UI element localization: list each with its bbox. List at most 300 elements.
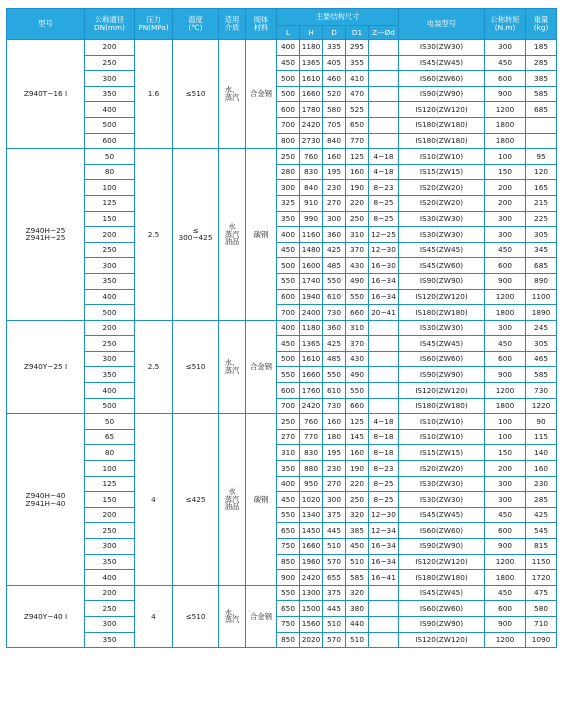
D-cell: 445 (323, 523, 346, 539)
L-cell: 450 (277, 492, 300, 508)
table-row (7, 461, 557, 477)
D-cell: 425 (323, 336, 346, 352)
L-cell: 450 (277, 242, 300, 258)
medium-cell: 水、 蒸汽 (219, 585, 246, 647)
col-weight-header (526, 9, 557, 40)
weight-cell: 345 (526, 242, 557, 258)
weight-cell: 225 (526, 211, 557, 227)
Z-cell (369, 55, 399, 71)
Z-cell: 8−25 (369, 195, 399, 211)
D1-cell: 585 (346, 570, 369, 586)
L-cell: 750 (277, 539, 300, 555)
Z-cell: 8−25 (369, 492, 399, 508)
col-temp-header (173, 9, 219, 40)
torque-cell: 200 (485, 180, 526, 196)
weight-cell: 165 (526, 180, 557, 196)
actuator-cell: IS120(ZW120) (399, 289, 485, 305)
D1-cell: 320 (346, 507, 369, 523)
D1-cell: 525 (346, 102, 369, 118)
L-cell: 750 (277, 616, 300, 632)
weight-cell: 1720 (526, 570, 557, 586)
table-row (7, 476, 557, 492)
table-row (7, 429, 557, 445)
weight-cell: 185 (526, 40, 557, 56)
Z-cell: 8−18 (369, 429, 399, 445)
Z-cell: 12−25 (369, 227, 399, 243)
L-cell: 270 (277, 429, 300, 445)
col-actuator-header: 电装型号 (399, 9, 485, 40)
H-cell: 840 (300, 180, 323, 196)
H-cell: 880 (300, 461, 323, 477)
weight-cell: 710 (526, 616, 557, 632)
D-cell: 550 (323, 273, 346, 289)
dn-cell: 300 (85, 616, 135, 632)
medium-cell: 水 蒸汽 油品 (219, 414, 246, 586)
dn-cell: 300 (85, 351, 135, 367)
D1-cell: 160 (346, 164, 369, 180)
table-row (7, 492, 557, 508)
D1-cell: 410 (346, 71, 369, 87)
torque-cell: 1800 (485, 305, 526, 321)
dn-cell: 65 (85, 429, 135, 445)
Z-cell (369, 320, 399, 336)
actuator-cell: IS30(ZW30) (399, 476, 485, 492)
torque-cell: 450 (485, 242, 526, 258)
D-cell: 360 (323, 320, 346, 336)
torque-cell: 200 (485, 461, 526, 477)
D1-cell: 160 (346, 445, 369, 461)
H-cell: 1940 (300, 289, 323, 305)
actuator-cell: IS120(ZW120) (399, 102, 485, 118)
weight-cell (526, 117, 557, 133)
L-cell: 550 (277, 507, 300, 523)
table-row (7, 289, 557, 305)
actuator-cell: IS120(ZW120) (399, 632, 485, 648)
torque-cell: 1800 (485, 133, 526, 149)
dn-cell: 350 (85, 273, 135, 289)
D1-cell: 550 (346, 289, 369, 305)
L-cell: 500 (277, 351, 300, 367)
D-cell: 485 (323, 258, 346, 274)
D-cell: 610 (323, 383, 346, 399)
dn-cell: 100 (85, 461, 135, 477)
weight-cell: 305 (526, 336, 557, 352)
actuator-cell: IS30(ZW30) (399, 211, 485, 227)
material-cell: 碳钢 (246, 414, 277, 586)
table-row (7, 164, 557, 180)
weight-cell: 1150 (526, 554, 557, 570)
actuator-cell: IS180(ZW180) (399, 570, 485, 586)
L-cell: 700 (277, 305, 300, 321)
D1-cell: 385 (346, 523, 369, 539)
H-cell: 830 (300, 164, 323, 180)
Z-cell (369, 367, 399, 383)
actuator-cell: IS15(ZW15) (399, 445, 485, 461)
torque-cell: 900 (485, 367, 526, 383)
table-row (7, 273, 557, 289)
H-cell: 1740 (300, 273, 323, 289)
weight-cell: 90 (526, 414, 557, 430)
Z-cell (369, 585, 399, 601)
medium-cell: 水、 蒸汽 (219, 40, 246, 149)
dn-cell: 350 (85, 632, 135, 648)
D-cell: 160 (323, 414, 346, 430)
temp-cell: ≤425 (173, 414, 219, 586)
L-cell: 550 (277, 367, 300, 383)
H-cell: 830 (300, 445, 323, 461)
D1-cell: 430 (346, 258, 369, 274)
D-cell: 195 (323, 164, 346, 180)
dn-cell: 200 (85, 227, 135, 243)
L-cell: 850 (277, 554, 300, 570)
torque-cell: 150 (485, 445, 526, 461)
D-cell: 180 (323, 429, 346, 445)
torque-cell: 1200 (485, 383, 526, 399)
dn-cell: 150 (85, 492, 135, 508)
torque-cell: 600 (485, 351, 526, 367)
L-cell: 350 (277, 461, 300, 477)
medium-header-text: 适用 介质 (224, 15, 240, 32)
torque-cell: 1200 (485, 102, 526, 118)
L-cell: 600 (277, 383, 300, 399)
H-cell: 1500 (300, 601, 323, 617)
actuator-cell: IS60(ZW60) (399, 71, 485, 87)
D1-cell: 660 (346, 398, 369, 414)
H-cell: 760 (300, 414, 323, 430)
table-row (7, 320, 557, 336)
temp-cell: ≤ 300−425 (173, 149, 219, 321)
table-row (7, 242, 557, 258)
dn-cell: 200 (85, 585, 135, 601)
torque-cell: 300 (485, 320, 526, 336)
weight-cell (526, 133, 557, 149)
D-cell: 730 (323, 305, 346, 321)
table-row (7, 554, 557, 570)
dn-cell: 150 (85, 211, 135, 227)
table-row (7, 585, 557, 601)
table-row (7, 539, 557, 555)
actuator-cell: IS45(ZW45) (399, 242, 485, 258)
dn-cell: 250 (85, 523, 135, 539)
weight-cell: 585 (526, 86, 557, 102)
D-cell: 510 (323, 539, 346, 555)
col-dimensions-header: 主要结构尺寸 (277, 9, 399, 26)
torque-cell: 300 (485, 227, 526, 243)
H-cell: 2400 (300, 305, 323, 321)
H-cell: 1180 (300, 320, 323, 336)
dn-cell: 500 (85, 398, 135, 414)
D1-cell: 510 (346, 632, 369, 648)
col-medium-header (219, 9, 246, 40)
table-row (7, 616, 557, 632)
H-cell: 1960 (300, 554, 323, 570)
model-cell: Z940Y−25 I (7, 320, 85, 414)
dn-header-text: 公称通径 DN(mm) (94, 15, 125, 32)
dn-cell: 350 (85, 86, 135, 102)
actuator-cell: IS20(ZW20) (399, 180, 485, 196)
Z-cell: 4−18 (369, 414, 399, 430)
L-cell: 500 (277, 71, 300, 87)
Z-cell: 12−34 (369, 523, 399, 539)
actuator-cell: IS180(ZW180) (399, 117, 485, 133)
actuator-cell: IS180(ZW180) (399, 305, 485, 321)
col-model-header: 型号 (7, 9, 85, 40)
weight-cell: 1220 (526, 398, 557, 414)
Z-cell: 8−18 (369, 445, 399, 461)
D-cell: 570 (323, 632, 346, 648)
D-cell: 520 (323, 86, 346, 102)
dn-cell: 100 (85, 180, 135, 196)
H-cell: 950 (300, 476, 323, 492)
D-cell: 425 (323, 242, 346, 258)
table-row (7, 601, 557, 617)
D1-cell: 320 (346, 585, 369, 601)
D1-cell: 220 (346, 195, 369, 211)
torque-cell: 900 (485, 273, 526, 289)
D1-cell: 490 (346, 367, 369, 383)
table-row (7, 305, 557, 321)
dn-cell: 300 (85, 71, 135, 87)
dn-cell: 300 (85, 539, 135, 555)
H-cell: 2420 (300, 117, 323, 133)
dn-cell: 400 (85, 383, 135, 399)
D1-cell: 470 (346, 86, 369, 102)
weight-cell: 245 (526, 320, 557, 336)
L-cell: 450 (277, 336, 300, 352)
D-cell: 300 (323, 211, 346, 227)
torque-header-text: 公称转矩 (N.m) (490, 15, 520, 32)
Z-cell (369, 117, 399, 133)
Z-cell (369, 336, 399, 352)
table-row (7, 227, 557, 243)
col-torque-header (485, 9, 526, 40)
torque-cell: 1200 (485, 289, 526, 305)
weight-cell: 815 (526, 539, 557, 555)
dn-cell: 400 (85, 570, 135, 586)
weight-cell: 1090 (526, 632, 557, 648)
table-row (7, 86, 557, 102)
torque-cell: 450 (485, 507, 526, 523)
L-cell: 700 (277, 398, 300, 414)
L-cell: 325 (277, 195, 300, 211)
D-cell: 375 (323, 585, 346, 601)
col-material-header (246, 9, 277, 40)
table-row (7, 258, 557, 274)
H-cell: 1780 (300, 102, 323, 118)
valve-spec-table (6, 8, 557, 648)
medium-cell: 水 蒸汽 油品 (219, 149, 246, 321)
dn-cell: 250 (85, 601, 135, 617)
D-cell: 230 (323, 461, 346, 477)
D1-cell: 220 (346, 476, 369, 492)
weight-cell: 160 (526, 461, 557, 477)
weight-header-text: 重量 (kg) (533, 15, 549, 32)
pn-cell: 4 (135, 414, 173, 586)
table-row (7, 383, 557, 399)
D-cell: 300 (323, 492, 346, 508)
actuator-cell: IS30(ZW30) (399, 40, 485, 56)
D-cell: 270 (323, 476, 346, 492)
weight-cell: 1100 (526, 289, 557, 305)
L-cell: 600 (277, 289, 300, 305)
torque-cell: 300 (485, 492, 526, 508)
actuator-cell: IS15(ZW15) (399, 164, 485, 180)
D-cell: 375 (323, 507, 346, 523)
D1-cell: 490 (346, 273, 369, 289)
H-cell: 2730 (300, 133, 323, 149)
D1-cell: 310 (346, 320, 369, 336)
H-cell: 1610 (300, 71, 323, 87)
actuator-cell: IS120(ZW120) (399, 383, 485, 399)
L-cell: 400 (277, 320, 300, 336)
D-cell: 730 (323, 398, 346, 414)
table-row (7, 632, 557, 648)
weight-cell: 685 (526, 102, 557, 118)
valve-spec-table-container (6, 8, 556, 648)
weight-cell: 115 (526, 429, 557, 445)
H-cell: 1365 (300, 55, 323, 71)
dn-cell: 50 (85, 149, 135, 165)
Z-cell (369, 383, 399, 399)
actuator-cell: IS120(ZW120) (399, 554, 485, 570)
weight-cell: 585 (526, 367, 557, 383)
torque-cell: 150 (485, 164, 526, 180)
D-cell: 655 (323, 570, 346, 586)
dn-cell: 200 (85, 320, 135, 336)
H-cell: 1300 (300, 585, 323, 601)
table-row (7, 55, 557, 71)
D-cell: 460 (323, 71, 346, 87)
L-cell: 310 (277, 445, 300, 461)
actuator-cell: IS90(ZW90) (399, 367, 485, 383)
D1-cell: 125 (346, 414, 369, 430)
D1-cell: 145 (346, 429, 369, 445)
dn-cell: 200 (85, 507, 135, 523)
dn-cell: 400 (85, 102, 135, 118)
D-cell: 550 (323, 367, 346, 383)
D1-cell: 650 (346, 117, 369, 133)
weight-cell: 305 (526, 227, 557, 243)
L-cell: 500 (277, 258, 300, 274)
Z-cell: 8−25 (369, 476, 399, 492)
table-row (7, 336, 557, 352)
actuator-cell: IS60(ZW60) (399, 601, 485, 617)
Z-cell (369, 71, 399, 87)
D1-cell: 370 (346, 242, 369, 258)
torque-cell: 900 (485, 539, 526, 555)
table-row (7, 211, 557, 227)
table-row (7, 180, 557, 196)
L-cell: 250 (277, 149, 300, 165)
dn-cell: 250 (85, 242, 135, 258)
table-row (7, 523, 557, 539)
D1-cell: 310 (346, 227, 369, 243)
table-row (7, 71, 557, 87)
weight-cell: 95 (526, 149, 557, 165)
torque-cell: 450 (485, 585, 526, 601)
weight-cell: 475 (526, 585, 557, 601)
H-cell: 1760 (300, 383, 323, 399)
actuator-cell: IS45(ZW45) (399, 507, 485, 523)
weight-cell: 285 (526, 492, 557, 508)
L-cell: 650 (277, 523, 300, 539)
dn-cell: 400 (85, 289, 135, 305)
torque-cell: 1200 (485, 554, 526, 570)
dn-cell: 600 (85, 133, 135, 149)
L-cell: 500 (277, 86, 300, 102)
H-cell: 2020 (300, 632, 323, 648)
L-cell: 250 (277, 414, 300, 430)
actuator-cell: IS20(ZW20) (399, 461, 485, 477)
L-cell: 350 (277, 211, 300, 227)
Z-cell (369, 351, 399, 367)
col-D-header: D (323, 26, 346, 40)
Z-cell: 12−30 (369, 242, 399, 258)
weight-cell: 285 (526, 55, 557, 71)
weight-cell: 120 (526, 164, 557, 180)
Z-cell (369, 40, 399, 56)
D-cell: 705 (323, 117, 346, 133)
Z-cell (369, 601, 399, 617)
D1-cell: 370 (346, 336, 369, 352)
table-row (7, 398, 557, 414)
D-cell: 405 (323, 55, 346, 71)
L-cell: 400 (277, 227, 300, 243)
torque-cell: 450 (485, 336, 526, 352)
weight-cell: 465 (526, 351, 557, 367)
H-cell: 1560 (300, 616, 323, 632)
model-cell: Z940H−40 Z941H−40 (7, 414, 85, 586)
dn-cell: 125 (85, 476, 135, 492)
D1-cell: 430 (346, 351, 369, 367)
dn-cell: 50 (85, 414, 135, 430)
H-cell: 1610 (300, 351, 323, 367)
actuator-cell: IS30(ZW30) (399, 492, 485, 508)
L-cell: 300 (277, 180, 300, 196)
D-cell: 485 (323, 351, 346, 367)
Z-cell: 16−41 (369, 570, 399, 586)
H-cell: 1450 (300, 523, 323, 539)
Z-cell (369, 133, 399, 149)
H-cell: 1365 (300, 336, 323, 352)
material-cell: 合金钢 (246, 585, 277, 647)
dn-cell: 250 (85, 55, 135, 71)
weight-cell: 890 (526, 273, 557, 289)
Z-cell: 16−34 (369, 273, 399, 289)
pn-cell: 2.5 (135, 149, 173, 321)
torque-cell: 1800 (485, 570, 526, 586)
table-row (7, 445, 557, 461)
weight-cell: 385 (526, 71, 557, 87)
model-cell: Z940H−25 Z941H−25 (7, 149, 85, 321)
torque-cell: 100 (485, 429, 526, 445)
D-cell: 570 (323, 554, 346, 570)
actuator-cell: IS10(ZW10) (399, 414, 485, 430)
actuator-cell: IS45(ZW45) (399, 336, 485, 352)
D1-cell: 450 (346, 539, 369, 555)
actuator-cell: IS90(ZW90) (399, 616, 485, 632)
D1-cell: 660 (346, 305, 369, 321)
table-row (7, 149, 557, 165)
dn-cell: 200 (85, 40, 135, 56)
dn-cell: 125 (85, 195, 135, 211)
Z-cell (369, 632, 399, 648)
table-row (7, 351, 557, 367)
material-cell: 碳钢 (246, 149, 277, 321)
D1-cell: 770 (346, 133, 369, 149)
L-cell: 650 (277, 601, 300, 617)
H-cell: 2420 (300, 570, 323, 586)
